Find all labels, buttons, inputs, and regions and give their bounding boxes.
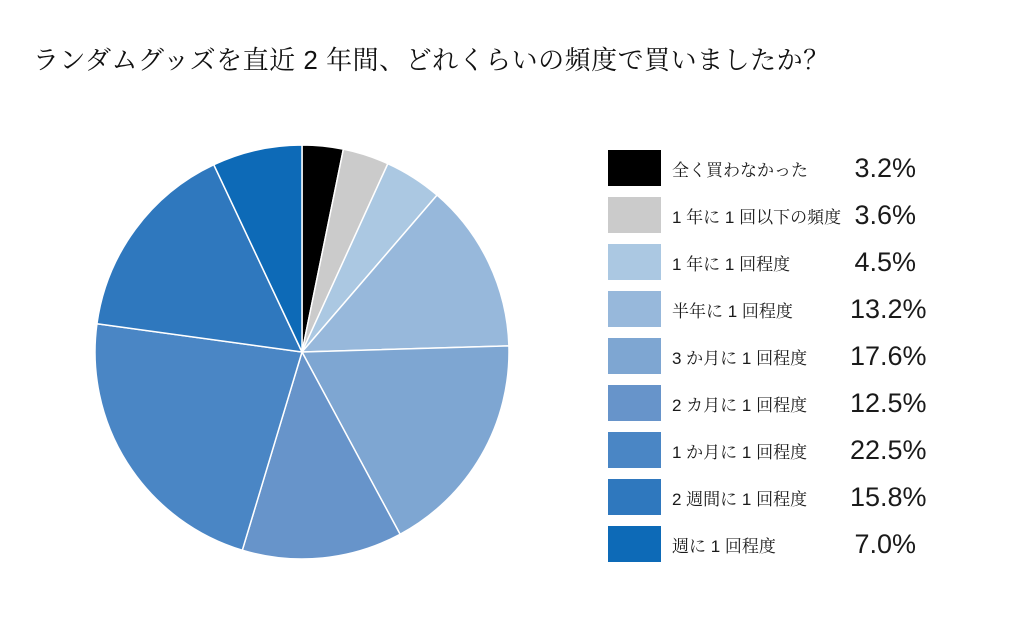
legend-value: 4.5%: [854, 246, 916, 277]
legend-swatch: [608, 197, 661, 233]
legend-item: [608, 150, 916, 186]
legend-swatch: [608, 291, 661, 327]
legend-swatch: [608, 432, 661, 468]
legend-item: [608, 479, 927, 515]
legend-label: 2 カ月に 1 回程度: [672, 395, 808, 415]
legend-value: 3.2%: [854, 152, 916, 183]
chart-title: ランダムグッズを直近 2 年間、どれくらいの頻度で買いましたか？: [33, 45, 830, 75]
legend-value: 12.5%: [850, 387, 927, 418]
legend-swatch: [608, 150, 661, 186]
legend-value: 3.6%: [854, 199, 916, 230]
legend-value: 22.5%: [850, 434, 927, 465]
legend-swatch: [608, 244, 661, 280]
legend-item: [608, 526, 916, 562]
legend-label: 2 週間に 1 回程度: [672, 489, 808, 509]
legend-item: [608, 432, 927, 468]
legend-label: 1 年に 1 回以下の頻度: [672, 207, 842, 227]
legend-value: 15.8%: [850, 481, 927, 512]
legend-label: 全く買わなかった: [672, 160, 808, 180]
legend-value: 7.0%: [854, 528, 916, 559]
pie-chart: [93, 143, 511, 561]
legend-swatch: [608, 479, 661, 515]
legend-swatch: [608, 338, 661, 374]
legend-label: 3 か月に 1 回程度: [672, 348, 808, 368]
legend-value: 13.2%: [850, 293, 927, 324]
legend-item: [608, 338, 927, 374]
legend-item: [608, 197, 916, 233]
legend-value: 17.6%: [850, 340, 927, 371]
legend-label: 週に 1 回程度: [672, 536, 776, 556]
legend-label: 1 年に 1 回程度: [672, 254, 791, 274]
legend-item: [608, 291, 927, 327]
legend-swatch: [608, 385, 661, 421]
legend-item: [608, 244, 916, 280]
legend: [608, 150, 927, 573]
legend-label: 半年に 1 回程度: [672, 301, 793, 321]
legend-item: [608, 385, 927, 421]
legend-swatch: [608, 526, 661, 562]
legend-label: 1 か月に 1 回程度: [672, 442, 808, 462]
